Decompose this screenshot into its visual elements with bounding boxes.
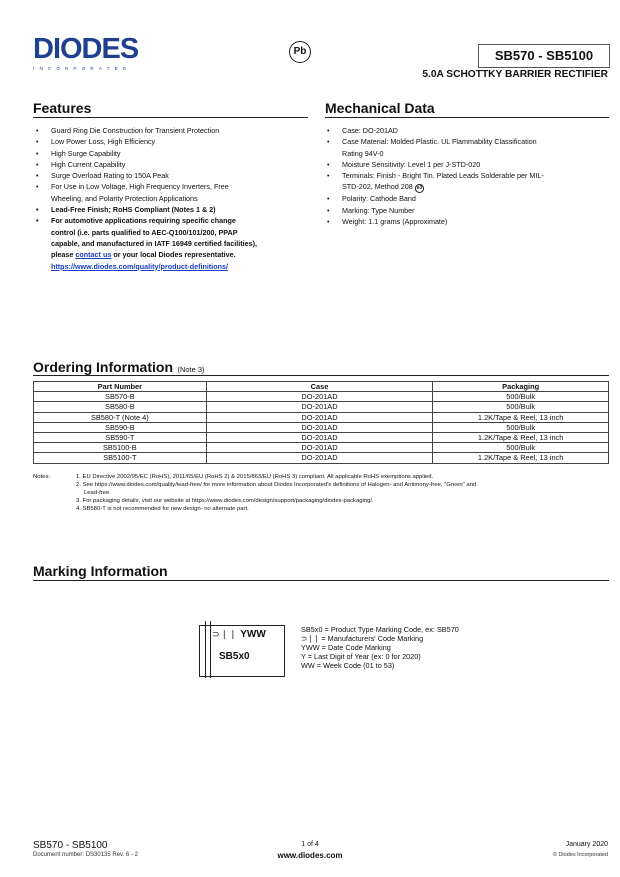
legend-line: WW = Week Code (01 to 53) <box>301 661 395 671</box>
auto-line-2: control (i.e. parts qualified to AEC-Q100/101/200, PPAP <box>51 227 238 237</box>
list-item: • Marking: Type Number <box>327 205 612 216</box>
features-list <box>36 125 316 272</box>
list-item: • Lead-Free Finish; RoHS Compliant (Notes 1 & 2) <box>36 204 316 215</box>
ordering-rule <box>33 375 609 376</box>
cell-part: SB5100-T <box>34 453 207 463</box>
mechanical-heading: Mechanical Data <box>325 100 435 116</box>
marking-heading: Marking Information <box>33 563 168 579</box>
list-item: • High Current Capability <box>36 159 316 170</box>
features-rule <box>33 117 308 118</box>
ordering-notes <box>76 474 612 514</box>
package-line-1 <box>212 629 282 640</box>
legend-line: YWW = Date Code Marking <box>301 643 391 653</box>
material-line-1: Case Material: Molded Plastic. UL Flammability Classification <box>342 137 537 147</box>
diodes-logo <box>33 35 151 73</box>
cell-part: SB590-T <box>34 433 207 443</box>
legend-text: = Manufacturers' Code Marking <box>321 634 424 644</box>
cell-packaging: 500/Bulk <box>433 422 609 432</box>
table-row <box>34 453 609 463</box>
cell-case: DO-201AD <box>206 433 433 443</box>
ordering-title: Ordering Information <box>33 359 173 375</box>
terminals-line-2: STD-202, Method 208 <box>342 182 413 192</box>
mechanical-rule <box>325 117 609 118</box>
table-row <box>34 412 609 422</box>
cell-packaging: 1.2K/Tape & Reel, 13 inch <box>433 433 609 443</box>
e3-badge-icon: e3 <box>416 185 423 192</box>
footer-doc-number: Document number: DS30135 Rev. 6 - 2 <box>33 852 138 858</box>
col-header-part: Part Number <box>34 382 207 392</box>
ordering-note-ref: (Note 3) <box>177 365 205 374</box>
cell-packaging: 500/Bulk <box>433 392 609 402</box>
ordering-table <box>33 381 609 464</box>
table-row <box>34 443 609 453</box>
note-4: 4. SB580-T is not recommended for new design- no alternate part. <box>76 505 249 512</box>
list-item: • Low Power Loss, High Efficiency <box>36 136 316 147</box>
list-item: • Case: DO-201AD <box>327 125 612 136</box>
auto-line-1: For automotive applications requiring specific change <box>51 216 236 226</box>
legend-line: SB5x0 = Product Type Marking Code, ex: SB570 <box>301 625 459 634</box>
list-item <box>327 136 612 159</box>
product-definitions-link[interactable]: https://www.diodes.com/quality/product-definitions/ <box>51 261 229 271</box>
cell-packaging: 1.2K/Tape & Reel, 13 inch <box>433 453 609 463</box>
cell-packaging: 1.2K/Tape & Reel, 13 inch <box>433 412 609 422</box>
manufacturer-code-icon: ⊃❘❘ <box>301 634 320 644</box>
part-range-title: SB570 - SB5100 <box>478 44 610 68</box>
logo-wordmark: DIODES <box>33 33 139 65</box>
cell-case: DO-201AD <box>206 422 433 432</box>
footer-page: 1 of 4 <box>301 841 319 848</box>
logo-subtext: INCORPORATED <box>33 66 132 71</box>
cell-packaging: 500/Bulk <box>433 443 609 453</box>
cell-case: DO-201AD <box>206 443 433 453</box>
cell-part: SB570-B <box>34 392 207 402</box>
cathode-band-line <box>210 621 211 678</box>
list-item <box>36 181 316 204</box>
notes-label: Notes: <box>33 474 51 480</box>
cell-part: SB580-B <box>34 402 207 412</box>
cell-packaging: 500/Bulk <box>433 402 609 412</box>
pb-free-icon: Pb <box>289 41 311 63</box>
auto-line-4-pre: please <box>51 250 74 260</box>
list-item: • Surge Overload Rating to 150A Peak <box>36 170 316 181</box>
footer-copyright: © Diodes Incorporated <box>552 852 608 858</box>
inverter-line-1: For Use in Low Voltage, High Frequency Inverters, Free <box>51 182 229 192</box>
product-subtitle: 5.0A SCHOTTKY BARRIER RECTIFIER <box>422 69 608 80</box>
col-header-packaging: Packaging <box>433 382 609 392</box>
note-3: 3. For packaging details, visit our website at https://www.diodes.com/design/support/packaging/diodes-packaging/. <box>76 497 374 504</box>
list-item: • Weight: 1.1 grams (Approximate) <box>327 216 612 227</box>
table-header-row <box>34 382 609 392</box>
marking-package-diagram <box>199 621 285 678</box>
cell-part: SB590-B <box>34 422 207 432</box>
table-row <box>34 392 609 402</box>
contact-us-link[interactable]: contact us <box>75 250 112 260</box>
note-2-cont: Lead-free. <box>84 489 111 496</box>
cell-case: DO-201AD <box>206 392 433 402</box>
note-1: 1. EU Directive 2002/95/EC (RoHS), 2011/65/EU (RoHS 2) & 2015/863/EU (RoHS 3) compliant. All applicable RoHS exemptions applied. <box>76 474 434 480</box>
cell-case: DO-201AD <box>206 402 433 412</box>
marking-legend <box>301 625 459 670</box>
footer-site: www.diodes.com <box>277 851 343 860</box>
cell-part: SB580-T (Note 4) <box>34 412 207 422</box>
table-row <box>34 402 609 412</box>
legend-line: Y = Last Digit of Year (ex: 0 for 2020) <box>301 652 421 662</box>
table-row <box>34 433 609 443</box>
table-row <box>34 422 609 432</box>
cell-part: SB5100-B <box>34 443 207 453</box>
footer-date: January 2020 <box>565 841 608 848</box>
footer-part: SB570 - SB5100 <box>33 840 108 851</box>
material-line-2: Rating 94V-0 <box>342 148 384 158</box>
terminals-line-1: Terminals: Finish - Bright Tin. Plated Leads Solderable per MIL- <box>342 171 544 181</box>
manufacturer-code-icon: ⊃❘❘ <box>212 629 238 639</box>
col-header-case: Case <box>206 382 433 392</box>
legend-line <box>301 634 459 643</box>
list-item <box>36 215 316 271</box>
features-heading: Features <box>33 100 92 116</box>
cathode-band-line <box>205 621 206 678</box>
list-item: • Guard Ring Die Construction for Transient Protection <box>36 125 316 136</box>
note-2: 2. See https://www.diodes.com/quality/lead-free/ for more information about Diodes Incorporated's definitions of Halogen- and Antimony-free, "Green" and <box>76 481 477 488</box>
list-item: • High Surge Capability <box>36 148 316 159</box>
auto-line-4-post: or your local Diodes representative. <box>113 250 236 260</box>
package-line-2: SB5x0 <box>219 651 250 662</box>
inverter-line-2: Wheeling, and Polarity Protection Applications <box>51 193 198 203</box>
marking-rule <box>33 580 609 581</box>
auto-line-3: capable, and manufactured in IATF 16949 certified facilities), <box>51 238 257 248</box>
cell-case: DO-201AD <box>206 412 433 422</box>
cell-case: DO-201AD <box>206 453 433 463</box>
mechanical-list <box>327 125 612 227</box>
list-item: • Polarity: Cathode Band <box>327 193 612 204</box>
date-code-text: YWW <box>240 629 266 640</box>
list-item <box>327 170 612 193</box>
list-item: • Moisture Sensitivity: Level 1 per J-STD-020 <box>327 159 612 170</box>
